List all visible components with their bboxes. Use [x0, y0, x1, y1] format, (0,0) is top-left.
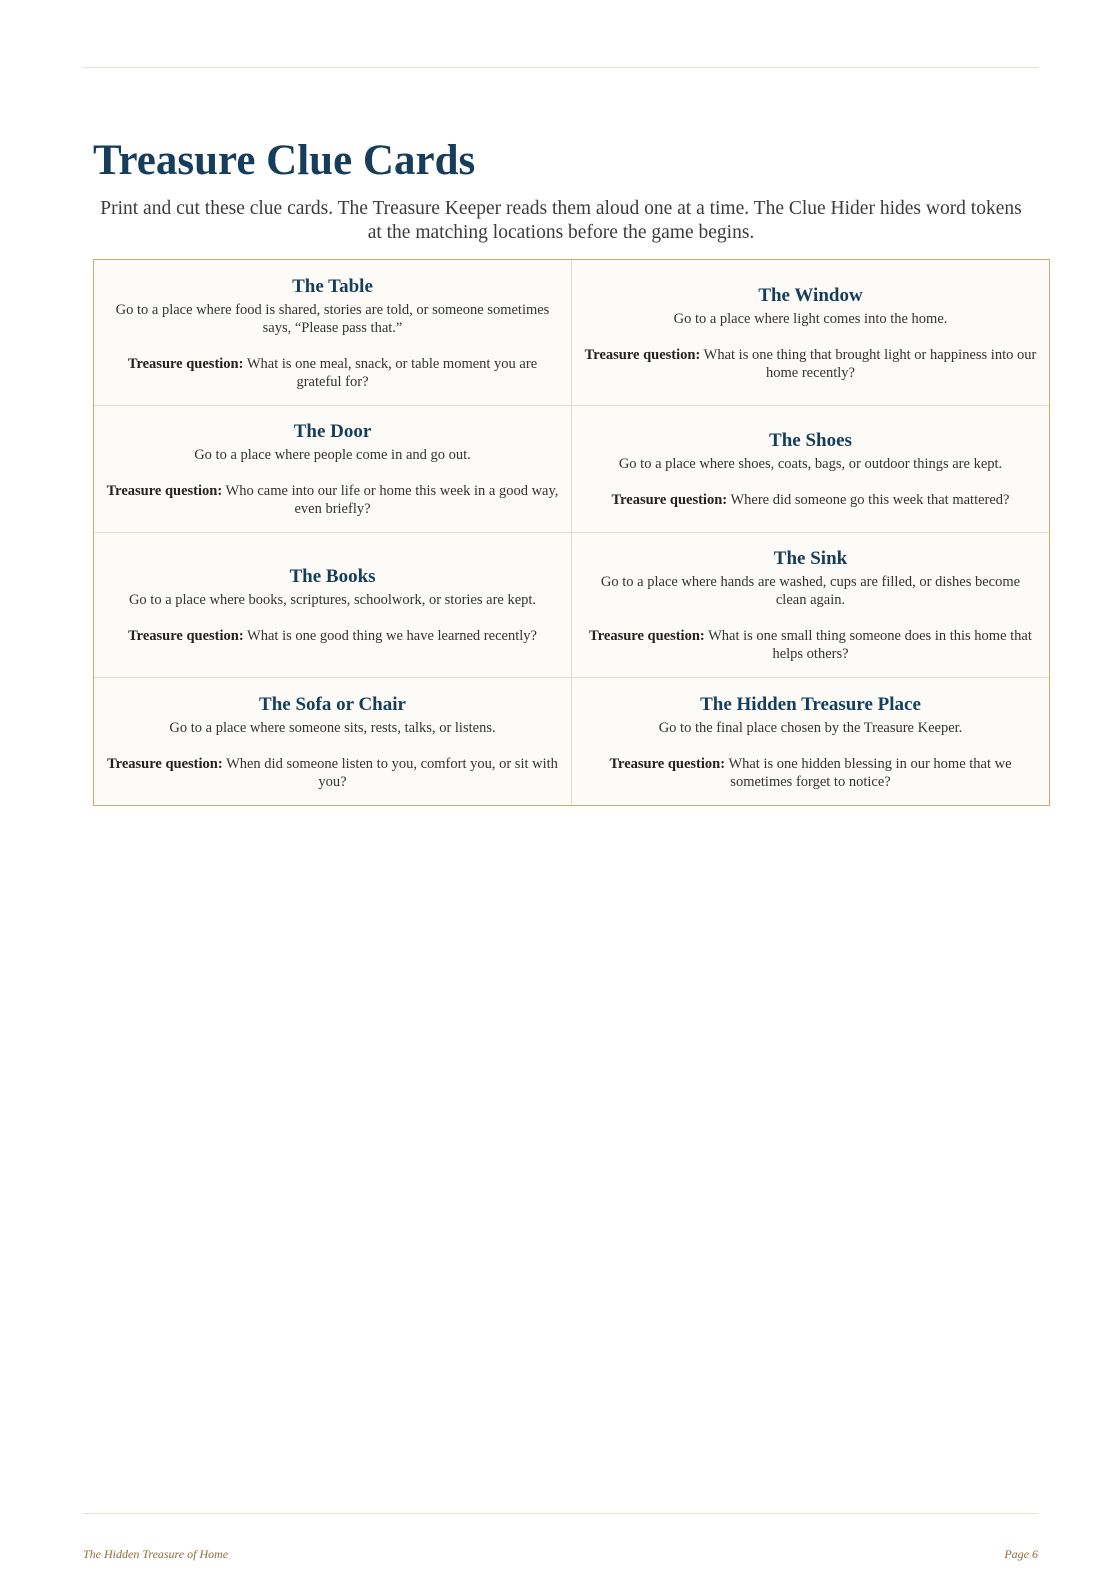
question-label: Treasure question: — [611, 492, 728, 508]
clue-card-table — [94, 260, 572, 406]
card-clue: Go to a place where hands are washed, cups are filled, or dishes become clean again. — [600, 574, 1021, 608]
clue-card-hidden-treasure-place — [572, 678, 1049, 805]
clue-card-window — [572, 260, 1049, 406]
card-title: The Door — [293, 421, 372, 442]
question-label: Treasure question: — [589, 628, 705, 644]
clue-card-shoes — [572, 406, 1049, 533]
card-clue: Go to a place where food is shared, stories are told, or someone sometimes says, “Please pass that.” — [115, 301, 550, 336]
footer-document-title: The Hidden Treasure of Home — [83, 1547, 229, 1561]
question-label: Treasure question: — [584, 346, 701, 363]
card-title: The Window — [758, 284, 863, 306]
card-question — [611, 491, 1009, 509]
card-title: The Shoes — [769, 430, 852, 451]
card-clue: Go to a place where someone sits, rests, talks, or listens. — [169, 719, 496, 736]
footer-page-number: Page 6 — [1004, 1547, 1038, 1561]
clue-card-sink — [572, 533, 1049, 678]
question-text: What is one small thing someone does in this home that helps others? — [708, 628, 1032, 662]
card-question — [584, 755, 1037, 791]
card-question — [106, 755, 559, 791]
question-text: Who came into our life or home this week in a good way, even briefly? — [225, 483, 559, 517]
question-label: Treasure question: — [128, 628, 244, 644]
card-clue: Go to a place where light comes into the home. — [673, 310, 948, 327]
card-question — [128, 627, 537, 645]
card-question — [584, 346, 1037, 382]
card-clue: Go to a place where books, scriptures, schoolwork, or stories are kept. — [128, 592, 537, 608]
question-label: Treasure question: — [127, 355, 244, 372]
card-title: The Sink — [773, 548, 848, 569]
card-title: The Table — [292, 275, 373, 297]
card-title: The Hidden Treasure Place — [700, 693, 921, 715]
card-clue: Go to a place where people come in and go out. — [194, 447, 471, 463]
question-text: Where did someone go this week that mattered? — [730, 492, 1010, 508]
page-title: Treasure Clue Cards — [93, 137, 476, 184]
card-question — [106, 355, 559, 391]
question-label: Treasure question: — [106, 483, 223, 499]
header-rule — [83, 67, 1038, 68]
clue-card-door — [94, 406, 572, 533]
question-text: What is one thing that brought light or happiness into our home recently? — [703, 346, 1037, 381]
card-clue: Go to a place where shoes, coats, bags, or outdoor things are kept. — [618, 456, 1003, 472]
question-label: Treasure question: — [609, 755, 726, 772]
clue-card-books — [94, 533, 572, 678]
card-question — [106, 482, 559, 518]
question-text: What is one good thing we have learned recently? — [247, 628, 537, 644]
clue-card-grid — [93, 259, 1050, 806]
footer-rule — [83, 1513, 1038, 1514]
question-label: Treasure question: — [107, 755, 223, 772]
clue-card-sofa-or-chair — [94, 678, 572, 805]
intro-paragraph: Print and cut these clue cards. The Treasure Keeper reads them aloud one at a time. The Clue Hider hides word tokens at the matching locations before the game begins. — [100, 198, 1022, 243]
question-text: What is one hidden blessing in our home that we sometimes forget to notice? — [728, 755, 1012, 790]
card-clue: Go to the final place chosen by the Treasure Keeper. — [658, 719, 963, 736]
card-title: The Books — [289, 566, 376, 587]
question-text: What is one meal, snack, or table moment you are grateful for? — [246, 355, 538, 390]
card-title: The Sofa or Chair — [259, 693, 406, 715]
question-text: When did someone listen to you, comfort you, or sit with you? — [226, 755, 558, 790]
card-question — [584, 627, 1037, 663]
